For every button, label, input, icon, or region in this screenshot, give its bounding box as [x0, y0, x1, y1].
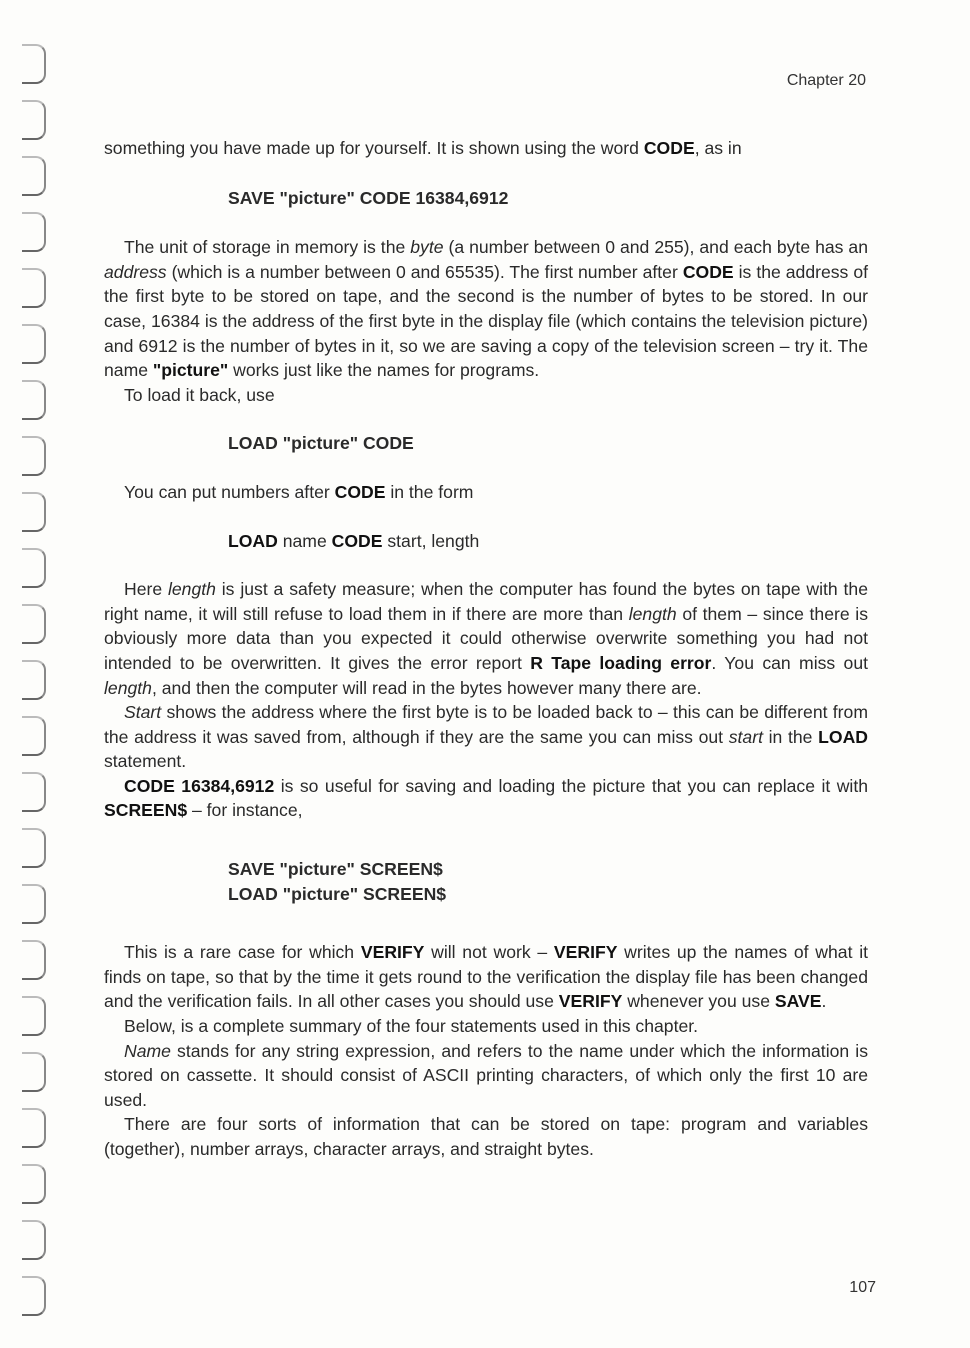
- binding-ring: [22, 380, 46, 420]
- code-line: [104, 529, 868, 554]
- binding-ring: [22, 268, 46, 308]
- emphasis: length: [167, 579, 216, 600]
- paragraph: [104, 136, 868, 161]
- emphasis: length: [104, 677, 152, 698]
- binding-ring: [22, 212, 46, 252]
- binding-ring: [22, 156, 46, 196]
- text-run: , and then the computer will read in the bytes however many there are.: [151, 677, 702, 698]
- paragraph: [104, 774, 868, 823]
- keyword: VERIFY: [558, 991, 623, 1012]
- text-run: (which is a number between 0 and 65535). The first number after: [166, 261, 683, 282]
- binding-ring: [22, 604, 46, 644]
- binding-ring: [22, 1052, 46, 1092]
- body-text: [104, 136, 868, 1162]
- text-run: The unit of storage in memory is the: [124, 237, 411, 258]
- emphasis: start: [728, 726, 763, 747]
- spiral-binding: [0, 30, 60, 1330]
- binding-ring: [22, 1108, 46, 1148]
- binding-ring: [22, 100, 46, 140]
- emphasis: byte: [410, 237, 444, 258]
- text-run: This is a rare case for which: [124, 942, 361, 963]
- keyword: R Tape loading error: [530, 652, 712, 673]
- chapter-header: Chapter 20: [786, 72, 866, 89]
- keyword: VERIFY: [553, 942, 618, 963]
- emphasis: Start: [124, 702, 162, 723]
- paragraph: [104, 940, 868, 1014]
- text-run: is the address of the first byte to be stored on tape, and the second is the number of bytes to be stored. In our case, 16384 is the address of the first byte in the display file (which contains the television picture) and 6912 is the number of bytes in it, so we are saving a copy of the television screen – try it. The name: [104, 261, 868, 381]
- binding-ring: [22, 716, 46, 756]
- code-line: SAVE "picture" CODE 16384,6912: [228, 187, 509, 208]
- code-line: SAVE "picture" SCREEN$: [228, 859, 443, 880]
- binding-ring: [22, 1220, 46, 1260]
- paragraph: [104, 235, 868, 383]
- text-run: something you have made up for yourself. It is shown using the word: [104, 138, 644, 158]
- text-run: is just a safety measure; when the computer has found the bytes on tape with the right name, it will still refuse to load them in if there are more than: [104, 579, 868, 624]
- keyword: CODE: [331, 530, 383, 551]
- text-run: Here: [124, 579, 168, 600]
- text-run: is so useful for saving and loading the picture that you can replace it with: [274, 775, 868, 796]
- text-run: .: [821, 991, 827, 1012]
- binding-ring: [22, 324, 46, 364]
- text-run: (a number between 0 and 255), and each byte has an: [443, 237, 868, 258]
- binding-ring: [22, 548, 46, 588]
- keyword: CODE 16384,6912: [124, 775, 275, 796]
- page-number: 107: [849, 1279, 876, 1296]
- text-run: You can put numbers after: [124, 481, 335, 502]
- keyword: CODE: [682, 261, 734, 282]
- text-run: writes up the names of what it finds on tape, so that by the time it gets round to the verification the display file has been changed and the verification fails. In all other cases you should use: [104, 942, 868, 1012]
- emphasis: address: [104, 261, 167, 282]
- text-run: of them – since there is obviously more data than you expected it could otherwise overwrite something you had not intended to be overwritten. It gives the error report: [104, 603, 868, 673]
- binding-ring: [22, 492, 46, 532]
- keyword: CODE: [643, 138, 695, 158]
- keyword: LOAD: [818, 726, 868, 747]
- text-run: name: [277, 530, 332, 551]
- keyword: LOAD: [228, 530, 278, 551]
- text-run: – for instance,: [187, 800, 303, 821]
- binding-ring: [22, 1276, 46, 1316]
- binding-ring: [22, 772, 46, 812]
- emphasis: length: [628, 603, 677, 624]
- keyword: SCREEN$: [104, 800, 188, 821]
- paragraph: [104, 700, 868, 774]
- paragraph: To load it back, use: [124, 384, 275, 405]
- text-run: whenever you use: [622, 991, 775, 1012]
- text-run: will not work –: [424, 942, 554, 963]
- keyword: "picture": [152, 360, 229, 381]
- text-run: in the form: [385, 481, 474, 502]
- code-line: LOAD "picture" SCREEN$: [228, 883, 447, 904]
- binding-ring: [22, 996, 46, 1036]
- binding-ring: [22, 884, 46, 924]
- paragraph: [104, 480, 868, 505]
- text-run: start, length: [382, 530, 480, 551]
- keyword: VERIFY: [360, 942, 425, 963]
- text-run: works just like the names for programs.: [228, 360, 540, 381]
- binding-ring: [22, 940, 46, 980]
- binding-ring: [22, 828, 46, 868]
- binding-ring: [22, 44, 46, 84]
- text-run: , as in: [694, 138, 742, 158]
- paragraph: There are four sorts of information that can be stored on tape: program and variables (together), number arrays, character arrays, and straight bytes.: [104, 1114, 868, 1159]
- text-run: in the: [762, 726, 819, 747]
- code-line: LOAD "picture" CODE: [228, 433, 414, 454]
- text-run: . You can miss out: [711, 652, 869, 673]
- binding-ring: [22, 660, 46, 700]
- paragraph: [104, 1039, 868, 1113]
- keyword: CODE: [334, 481, 386, 502]
- paragraph: [104, 577, 868, 700]
- text-run: statement.: [104, 751, 187, 772]
- text-run: shows the address where the first byte is to be loaded back to – this can be different from the address it was saved from, although if they are the same you can miss out: [104, 702, 868, 747]
- emphasis: Name: [124, 1040, 171, 1061]
- paragraph: Below, is a complete summary of the four statements used in this chapter.: [124, 1016, 699, 1037]
- keyword: SAVE: [774, 991, 822, 1012]
- binding-ring: [22, 1164, 46, 1204]
- binding-ring: [22, 436, 46, 476]
- text-run: stands for any string expression, and refers to the name under which the information is stored on cassette. It should consist of ASCII printing characters, of which only the first 10 are used.: [104, 1040, 868, 1110]
